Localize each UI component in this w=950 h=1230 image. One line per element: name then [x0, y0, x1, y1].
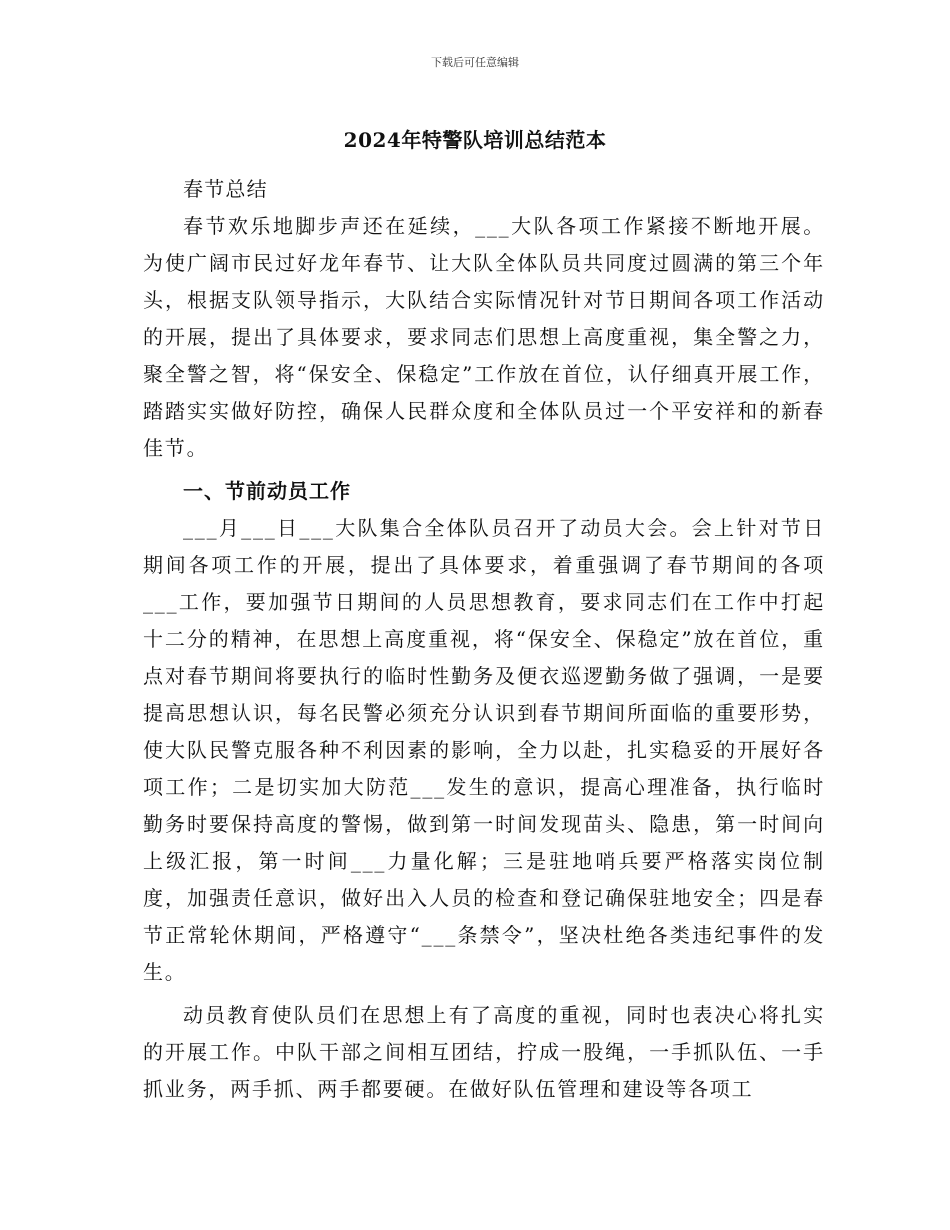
document-title: 2024年特警队培训总结范本 [343, 128, 607, 152]
intro-paragraph: 春节欢乐地脚步声还在延续，___大队各项工作紧接不断地开展。为使广阔市民过好龙年春节、让大队全体队员共同度过圆满的第三个年头，根据支队领导指示，大队结合实际情况针对节日期间各项工作活动的开展，提出了具体要求，要求同志们思想上高度重视，集全警之力，聚全警之智，将“保安全、保稳定”工作放在首位，认仔细真开展工作，踏踏实实做好防控，确保人民群众度和全体队员过一个平安祥和的新春佳节。 [143, 214, 825, 460]
section-paragraph: ___月___日___大队集合全体队员召开了动员大会。会上针对节日期间各项工作的开展，提出了具体要求，着重强调了春节期间的各项___工作，要加强节日期间的人员思想教育，要求同志们在工作中打起十二分的精神，在思想上高度重视，将“保安全、保稳定”放在首位，重点对春节期间将要执行的临时性勤务及便衣巡逻勤务做了强调，一是要提高思想认识，每名民警必须充分认识到春节期间所面临的重要形势，使大队民警克服各种不利因素的影响，全力以赴，扎实稳妥的开展好各项工作；二是切实加大防范___发生的意识，提高心理准备，执行临时勤务时要保持高度的警惕，做到第一时间发现苗头、隐患，第一时间向上级汇报，第一时间___力量化解；三是驻地哨兵要严格落实岗位制度，加强责任意识，做好出入人员的检查和登记确保驻地安全；四是春节正常轮休期间，严格遵守“___条禁令”，坚决杜绝各类违纪事件的发生。 [143, 516, 825, 984]
section-paragraph: 动员教育使队员们在思想上有了高度的重视，同时也表决心将扎实的开展工作。中队干部之间相互团结，拧成一股绳，一手抓队伍、一手抓业务，两手抓、两手都要硬。在做好队伍管理和建设等各项工 [143, 1003, 825, 1101]
document-subtitle: 春节总结 [183, 177, 268, 201]
document-body [143, 171, 825, 1108]
page-header-note: 下载后可任意编辑 [431, 56, 519, 69]
section-heading: 一、节前动员工作 [183, 479, 351, 503]
